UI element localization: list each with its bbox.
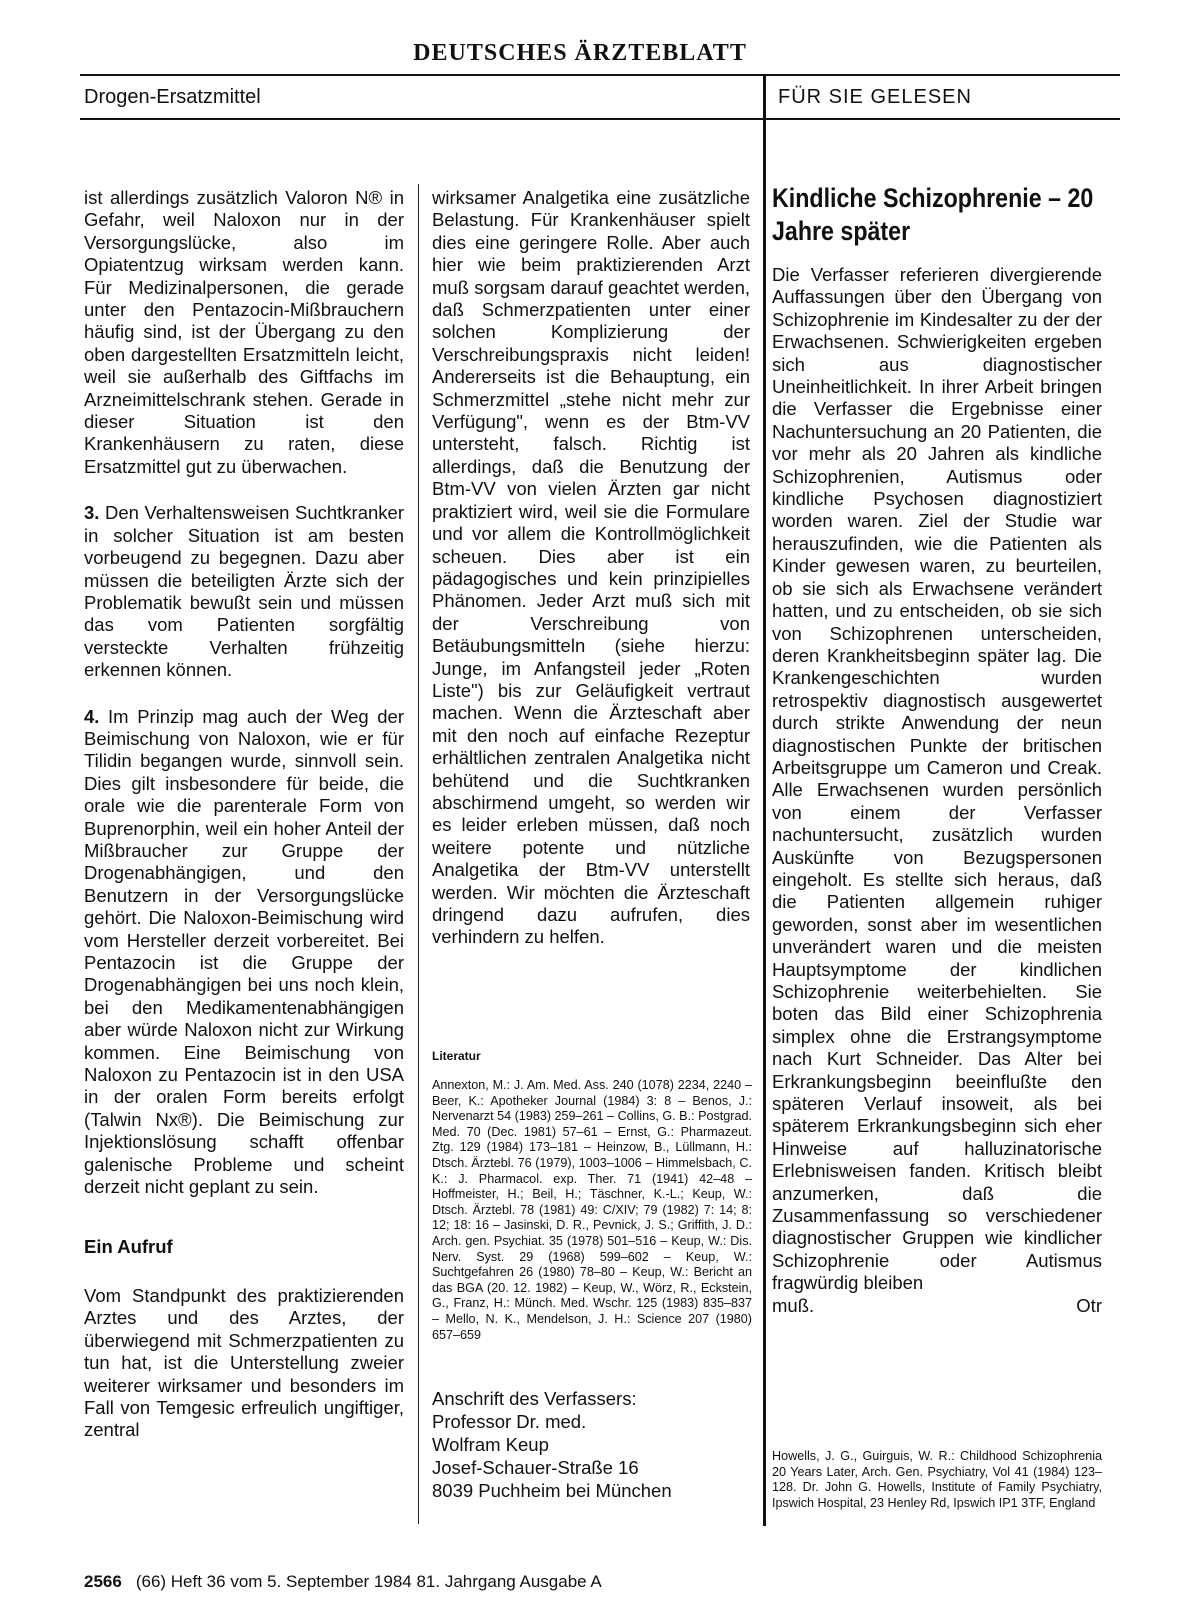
article-column-2 bbox=[432, 187, 750, 949]
header-rule-right bbox=[766, 118, 1120, 120]
subheading: Ein Aufruf bbox=[84, 1236, 173, 1258]
author-initials: Otr bbox=[1076, 1294, 1102, 1316]
header-rule-left bbox=[80, 118, 763, 120]
masthead: DEUTSCHES ÄRZTEBLATT bbox=[413, 40, 747, 66]
article-column-1 bbox=[84, 187, 404, 1442]
review-reference: Howells, J. G., Guirguis, W. R.: Childhood Schizophrenia 20 Years Later, Arch. Gen. Psychiatry, Vol 41 (1984) 123–128. Dr. John G. Howells, Institute of Family Psychiatry, Ipswich Hospital, 23 Henley Rd, Ipswich IP1 3TF, England bbox=[772, 1449, 1102, 1510]
section-header-left: Drogen-Ersatzmittel bbox=[84, 86, 261, 108]
paragraph-text: Im Prinzip mag auch der Weg der Beimischung von Naloxon, wie er für Tilidin begangen wurde, sinnvoll sein. Dies gilt insbesondere für beide, die orale wie die parenterale Form von Buprenorphin, weil ein hoher Anteil der Mißbraucher zur Gruppe der Drogenabhängigen, und den Benutzern in der Versorgungslücke gehört. Die Naloxon-Beimischung wird vom Hersteller derzeit vorbereitet. Bei Pentazocin ist die Gruppe der Drogenabhängigen bei uns noch klein, bei den Medikamentenabhängigen aber würde Naloxon nicht zur Wirkung kommen. Eine Beimischung von Naloxon zu Pentazocin ist in den USA in der oralen Form bereits erfolgt (Talwin Nx®). Die Beimischung zur Injektionslösung schafft offenbar galenische Probleme und scheint derzeit nicht geplant zu sein. bbox=[84, 705, 405, 1198]
author-address bbox=[432, 1387, 752, 1502]
review-column bbox=[772, 264, 1102, 1317]
section-header-right: FÜR SIE GELESEN bbox=[778, 86, 972, 108]
paragraph: Vom Standpunkt des praktizierenden Arztes und des Arztes, der überwiegend mit Schmerzpatienten zu tun hat, ist die Unterstellung zweier weiterer wirksamer und besonders im Fall von Temgesic erfreulich ungiftiger, zentral bbox=[84, 1284, 404, 1441]
paragraph: ist allerdings zusätzlich Valoron N® in Gefahr, weil Naloxon nur in der Versorgungslücke, also im Opiatentzug wirksam werden kann. Für Medizinalpersonen, die gerade unter den Pentazocin-Mißbrauchern häufig sind, ist der Übergang zu den oben dargestellten Ersatzmitteln leicht, weil sie außerhalb des Giftfachs im Arzneimittelschrank stehen. Gerade in dieser Situation ist den Krankenhäusern zu raten, diese Ersatzmittel gut zu überwachen. bbox=[84, 187, 404, 477]
column-divider-thick bbox=[763, 76, 766, 1526]
paragraph: wirksamer Analgetika eine zusätzliche Belastung. Für Krankenhäuser spielt dies eine geringere Rolle. Aber auch hier wie beim praktizierenden Arzt muß sorgsam darauf geachtet werden, daß Schmerzpatienten unter einer solchen Komplizierung der Verschreibungspraxis nicht leiden! Andererseits ist die Behauptung, ein Schmerzmittel „stehe nicht mehr zur Verfügung", wenn es der Btm-VV untersteht, falsch. Richtig ist allerdings, daß die Benutzung der Btm-VV von vielen Ärzten gar nicht praktiziert wird, weil sie die Formulare und vor allem die Kontrollmöglichkeit scheuen. Dies aber ist ein pädagogisches und kein prinzipielles Phänomen. Jeder Arzt muß sich mit der Verschreibung von Betäubungsmitteln (siehe hierzu: Junge, im Anfangsteil jeder „Roten Liste") bis zur Geläufigkeit vertraut machen. Wenn die Ärzteschaft aber mit den noch auf einfache Rezeptur erhältlichen zentralen Analgetika nicht behütend und die Suchtkranken abschirmend umgeht, so werden wir es leider erleben müssen, daß noch weitere potente und nützliche Analgetika der Btm-VV unterstellt werden. Wir möchten die Ärzteschaft dringend dazu aufrufen, dies verhindern zu helfen. bbox=[432, 187, 750, 948]
top-rule bbox=[80, 74, 1120, 76]
address-line: 8039 Puchheim bei München bbox=[432, 1480, 672, 1501]
list-number: 3. bbox=[84, 502, 100, 524]
issue-info: (66) Heft 36 vom 5. September 1984 81. Jahrgang Ausgabe A bbox=[135, 1572, 602, 1591]
literature-heading: Literatur bbox=[432, 1049, 481, 1063]
list-number: 4. bbox=[84, 705, 100, 727]
signoff-line bbox=[772, 1295, 1102, 1317]
paragraph: Die Verfasser referieren divergierende Auffassungen über den Übergang von Schizophrenie im Kindesalter zu der der Erwachsenen. Schwierigkeiten ergeben sich aus diagnostischer Uneinheitlichkeit. In ihrer Arbeit bringen die Verfasser die Ergebnisse einer Nachuntersuchung an 20 Patienten, die vor mehr als 20 Jahren als kindliche Schizophrenien, Autismus oder kindliche Psychosen diagnostiziert worden waren. Ziel der Studie war herauszufinden, wie die Patienten als Kinder gewesen waren, zu beurteilen, ob sie sich als Erwachsene verändert hatten, und zu entscheiden, ob sie sich von Schizophrenen unterscheiden, deren Krankheitsbeginn später lag. Die Krankengeschichten wurden retrospektiv diagnostisch ausgewertet durch strikte Anwendung der neun diagnostischen Punkte der britischen Arbeitsgruppe um Cameron und Creak. Alle Erwachsenen wurden persönlich von einem der Verfasser nachuntersucht, zusätzlich wurden Auskünfte von Bezugspersonen eingeholt. Es stellte sich heraus, daß die Patienten allgemein ruhiger geworden, sonst aber im wesentlichen unverändert waren und die meisten Hauptsymptome der kindlichen Schizophrenie weiterbehielten. Sie boten das Bild einer Schizophrenia simplex ohne die Erstrangsymptome nach Kurt Schneider. Das Alter bei Erkrankungsbeginn beeinflußte den späteren Verlauf insoweit, als bei späterem Erkrankungsbeginn sich eher Hinweise auf halluzinatorische Erlebnisweisen fanden. Kritisch bleibt anzumerken, daß die Zusammenfassung so verschiedener diagnostischer Gruppen wie kindlicher Schizophrenie oder Autismus fragwürdig bleiben bbox=[772, 264, 1102, 1294]
address-line: Wolfram Keup bbox=[432, 1434, 549, 1455]
literature-list: Annexton, M.: J. Am. Med. Ass. 240 (1078) 2234, 2240 – Beer, K.: Apotheker Journal (1984) 3: 8 – Benos, J.: Nervenarzt 54 (1983) 259–261 – Collins, G. B.: Postgrad. Med. 70 (Dec. 1981) 57–61 – Ernst, G.: Pharmazeut. Ztg. 129 (1984) 173–181 – Heinzow, B., Lüllmann, H.: Dtsch. Ärztebl. 76 (1979), 1003–1006 – Himmelsbach, C. K.: J. Pharmacol. exp. Ther. 71 (1941) 42–48 – Hoffmeister, H.; Beil, H.; Täschner, K.-L.; Keup, W.: Dtsch. Ärztebl. 78 (1981) 49: C/XIV; 79 (1982) 7: 14; 8: 12; 18: 16 – Jasinski, D. R., Pevnick, J. S.; Griffith, J. D.: Arch. gen. Psychiat. 35 (1978) 501–516 – Keup, W.: Dis. Nerv. Syst. 29 (1968) 599–602 – Keup, W.: Suchtgefahren 26 (1980) 78–80 – Keup, W.: Bericht an das BGA (20. 12. 1982) – Keup, W., Wörz, R., Eckstein, G., Franz, H.: Münch. Med. Wschr. 125 (1983) 835–837 – Mello, N. K., Mendelson, J. H.: Science 207 (1980) 657–659 bbox=[432, 1078, 752, 1342]
review-title: Kindliche Schizophrenie – 20 Jahre später bbox=[772, 183, 1094, 246]
page-footer bbox=[84, 1572, 602, 1592]
address-line: Josef-Schauer-Straße 16 bbox=[432, 1457, 639, 1478]
page-number: 2566 bbox=[84, 1572, 122, 1591]
paragraph bbox=[84, 502, 404, 681]
address-line: Anschrift des Verfassers: bbox=[432, 1388, 637, 1409]
paragraph-text: Den Verhaltensweisen Suchtkranker in solcher Situation ist am besten vorbeugend zu begegnen. Dazu aber müssen die beteiligten Ärzte sich der Problematik bewußt sein und müssen das vom Patienten sorgfältig versteckte Verhalten frühzeitig erkennen können. bbox=[84, 502, 404, 681]
column-divider-thin bbox=[418, 184, 419, 1524]
address-line: Professor Dr. med. bbox=[432, 1411, 587, 1432]
paragraph bbox=[84, 706, 404, 1199]
last-line: muß. bbox=[772, 1294, 815, 1316]
